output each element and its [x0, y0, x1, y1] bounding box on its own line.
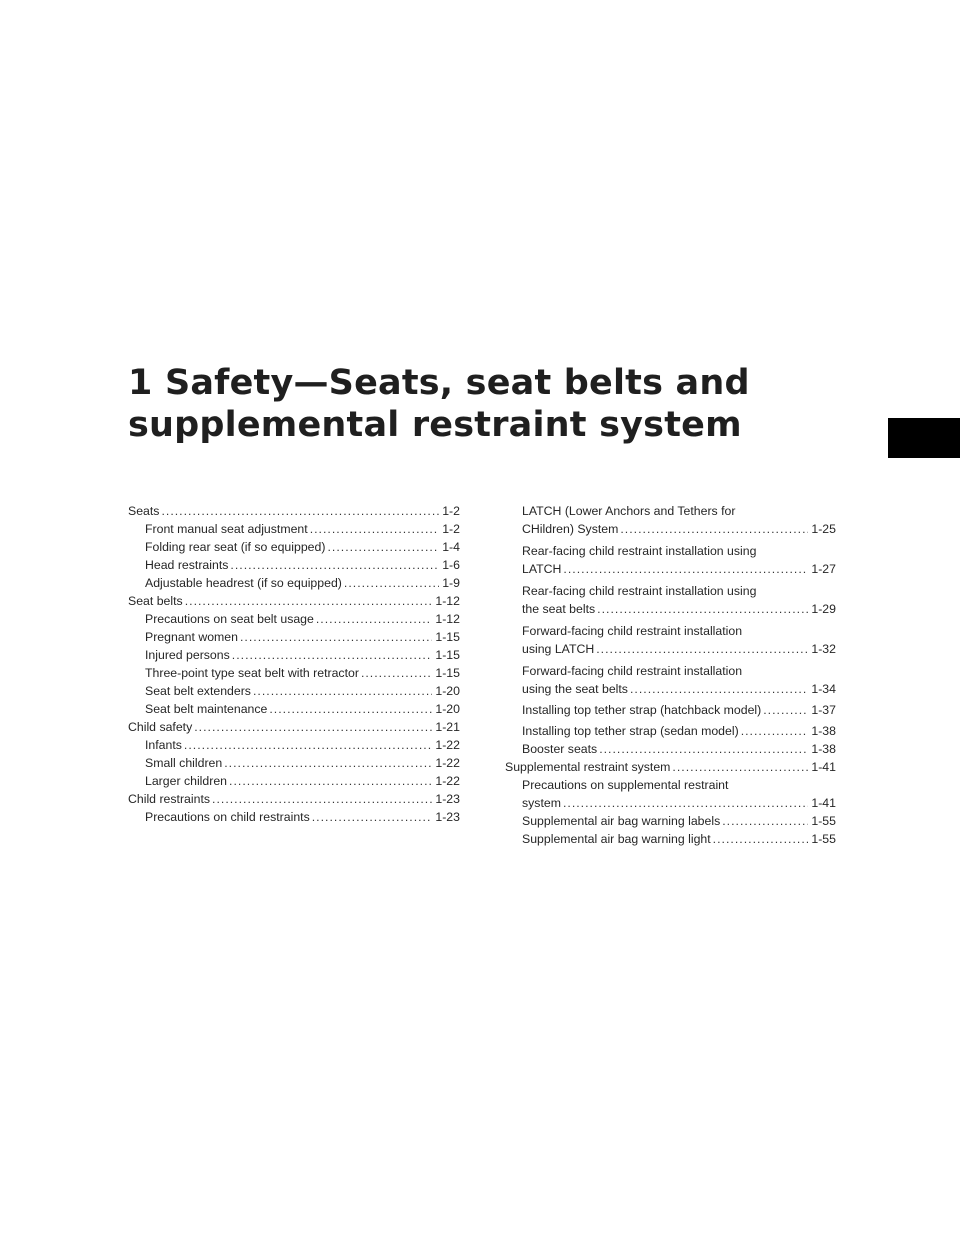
- leader-dots: [229, 772, 432, 790]
- toc-entry-rear-facing-latch[interactable]: [505, 542, 836, 578]
- toc-entry-page: 1-12: [435, 612, 460, 626]
- toc-entry-head-restraints[interactable]: [128, 556, 460, 574]
- leader-dots: [563, 560, 808, 578]
- toc-entry-label: Installing top tether strap (hatchback model): [522, 703, 762, 717]
- toc-entry-label: Small children: [145, 756, 223, 770]
- toc-entry-rear-facing-seat-belts[interactable]: [505, 582, 836, 618]
- toc-entry-forward-facing-latch[interactable]: [505, 622, 836, 658]
- toc-entry-page: 1-34: [811, 682, 836, 696]
- chapter-title-line-2: supplemental restraint system: [128, 405, 742, 445]
- toc-entry-seat-belt-extenders[interactable]: [128, 682, 460, 700]
- toc-entry-page: 1-20: [435, 702, 460, 716]
- toc-entry-larger-children[interactable]: [128, 772, 460, 790]
- toc-entry-page: 1-55: [811, 814, 836, 828]
- toc-entry-label: Precautions on child restraints: [145, 810, 310, 824]
- toc-entry-label: Larger children: [145, 774, 228, 788]
- toc-entry-label: Supplemental air bag warning light: [522, 832, 711, 846]
- leader-dots: [232, 646, 433, 664]
- toc-entry-label: Seat belt maintenance: [145, 702, 268, 716]
- leader-dots: [312, 808, 433, 826]
- toc-entry-page: 1-2: [442, 504, 460, 518]
- toc-entry-page: 1-37: [811, 703, 836, 717]
- leader-dots: [327, 538, 439, 556]
- toc-entry-page: 1-15: [435, 630, 460, 644]
- toc-entry-page: 1-23: [435, 792, 460, 806]
- toc-entry-last-line: [522, 640, 836, 658]
- toc-entry-label-line-1: Forward-facing child restraint installation: [522, 664, 743, 678]
- toc-entry-child-restraints[interactable]: [128, 790, 460, 808]
- leader-dots: [597, 600, 808, 618]
- toc-entry-label-line-1: Precautions on supplemental restraint: [522, 778, 729, 792]
- toc-entry-folding-rear-seat[interactable]: [128, 538, 460, 556]
- chapter-title: [128, 362, 750, 446]
- leader-dots: [741, 722, 809, 740]
- toc-entry-label-line-1: Forward-facing child restraint installation: [522, 624, 743, 638]
- toc-entry-page: 1-32: [811, 642, 836, 656]
- toc-entry-label-line-1: LATCH (Lower Anchors and Tethers for: [522, 504, 736, 518]
- toc-entry-page: 1-15: [435, 648, 460, 662]
- leader-dots: [185, 592, 433, 610]
- toc-entry-supplemental-restraint-system[interactable]: [505, 758, 836, 776]
- toc-entry-page: 1-41: [811, 796, 836, 810]
- toc-entry-label-line-2: using the seat belts: [522, 682, 628, 696]
- toc-entry-air-bag-warning-labels[interactable]: [505, 812, 836, 830]
- leader-dots: [599, 740, 808, 758]
- toc-entry-infants[interactable]: [128, 736, 460, 754]
- toc-entry-injured-persons[interactable]: [128, 646, 460, 664]
- toc-entry-page: 1-6: [442, 558, 460, 572]
- toc-entry-label: Supplemental restraint system: [505, 760, 671, 774]
- toc-entry-label: Supplemental air bag warning labels: [522, 814, 721, 828]
- toc-entry-tether-hatchback[interactable]: [505, 701, 836, 719]
- toc-entry-label-line-2: CHildren) System: [522, 522, 619, 536]
- toc-entry-label: Installing top tether strap (sedan model): [522, 724, 739, 738]
- toc-entry-page: 1-9: [442, 576, 460, 590]
- leader-dots: [763, 701, 808, 719]
- toc-entry-page: 1-41: [811, 760, 836, 774]
- toc-entry-seats[interactable]: [128, 502, 460, 520]
- toc-entry-label: Seat belts: [128, 594, 183, 608]
- chapter-title-line-1: 1 Safety—Seats, seat belts and: [128, 363, 750, 403]
- toc-entry-label: Infants: [145, 738, 182, 752]
- toc-entry-page: 1-2: [442, 522, 460, 536]
- chapter-thumb-tab: [888, 418, 960, 458]
- toc-entry-label-line-2: LATCH: [522, 562, 562, 576]
- toc-entry-precautions-srs[interactable]: [505, 776, 836, 812]
- leader-dots: [344, 574, 439, 592]
- toc-entry-latch-system[interactable]: [505, 502, 836, 538]
- leader-dots: [230, 556, 439, 574]
- leader-dots: [184, 736, 432, 754]
- toc-entry-page: 1-12: [435, 594, 460, 608]
- toc-entry-label-line-2: system: [522, 796, 561, 810]
- toc-entry-page: 1-25: [811, 522, 836, 536]
- leader-dots: [310, 520, 440, 538]
- toc-entry-last-line: [522, 520, 836, 538]
- toc-entry-page: 1-55: [811, 832, 836, 846]
- toc-left-column: [128, 502, 460, 826]
- toc-entry-page: 1-20: [435, 684, 460, 698]
- leader-dots: [630, 680, 808, 698]
- leader-dots: [253, 682, 432, 700]
- toc-entry-precautions-child-restraints[interactable]: [128, 808, 460, 826]
- toc-entry-forward-facing-seat-belts[interactable]: [505, 662, 836, 698]
- toc-entry-small-children[interactable]: [128, 754, 460, 772]
- toc-entry-child-safety[interactable]: [128, 718, 460, 736]
- toc-entry-last-line: [522, 680, 836, 698]
- toc-entry-air-bag-warning-light[interactable]: [505, 830, 836, 848]
- toc-entry-label: Head restraints: [145, 558, 229, 572]
- toc-entry-label: Folding rear seat (if so equipped): [145, 540, 326, 554]
- leader-dots: [620, 520, 808, 538]
- toc-entry-seat-belts[interactable]: [128, 592, 460, 610]
- toc-entry-label: Child safety: [128, 720, 193, 734]
- leader-dots: [596, 640, 808, 658]
- toc-entry-label: Injured persons: [145, 648, 230, 662]
- toc-entry-label-line-2: the seat belts: [522, 602, 596, 616]
- leader-dots: [316, 610, 433, 628]
- toc-entry-label: Adjustable headrest (if so equipped): [145, 576, 342, 590]
- toc-entry-tether-sedan[interactable]: [505, 722, 836, 740]
- toc-entry-page: 1-22: [435, 756, 460, 770]
- toc-entry-seat-belt-maintenance[interactable]: [128, 700, 460, 718]
- toc-entry-label: Booster seats: [522, 742, 598, 756]
- toc-entry-page: 1-38: [811, 724, 836, 738]
- toc-entry-adjustable-headrest[interactable]: [128, 574, 460, 592]
- leader-dots: [269, 700, 432, 718]
- toc-entry-booster-seats[interactable]: [505, 740, 836, 758]
- toc-entry-page: 1-27: [811, 562, 836, 576]
- toc-entry-label: Child restraints: [128, 792, 211, 806]
- toc-entry-label: Seats: [128, 504, 160, 518]
- toc-entry-last-line: [522, 794, 836, 812]
- toc-entry-front-manual-seat-adjustment[interactable]: [128, 520, 460, 538]
- toc-entry-page: 1-15: [435, 666, 460, 680]
- toc-entry-last-line: [522, 560, 836, 578]
- toc-entry-label: Precautions on seat belt usage: [145, 612, 314, 626]
- toc-entry-label-line-1: Rear-facing child restraint installation using: [522, 584, 757, 598]
- toc-entry-page: 1-38: [811, 742, 836, 756]
- toc-entry-three-point-seat-belt[interactable]: [128, 664, 460, 682]
- toc-entry-precautions-seat-belt-usage[interactable]: [128, 610, 460, 628]
- leader-dots: [672, 758, 808, 776]
- toc-entry-page: 1-22: [435, 738, 460, 752]
- leader-dots: [713, 830, 809, 848]
- leader-dots: [212, 790, 432, 808]
- toc-entry-last-line: [522, 600, 836, 618]
- toc-right-column: [505, 502, 836, 848]
- toc-entry-page: 1-23: [435, 810, 460, 824]
- toc-entry-label: Pregnant women: [145, 630, 238, 644]
- leader-dots: [563, 794, 808, 812]
- toc-entry-label: Front manual seat adjustment: [145, 522, 308, 536]
- toc-entry-label: Seat belt extenders: [145, 684, 251, 698]
- toc-entry-page: 1-21: [435, 720, 460, 734]
- toc-entry-label-line-2: using LATCH: [522, 642, 595, 656]
- toc-entry-page: 1-4: [442, 540, 460, 554]
- toc-entry-page: 1-22: [435, 774, 460, 788]
- leader-dots: [161, 502, 439, 520]
- leader-dots: [240, 628, 432, 646]
- toc-entry-pregnant-women[interactable]: [128, 628, 460, 646]
- leader-dots: [224, 754, 432, 772]
- toc-entry-page: 1-29: [811, 602, 836, 616]
- toc-entry-label-line-1: Rear-facing child restraint installation using: [522, 544, 757, 558]
- leader-dots: [722, 812, 808, 830]
- leader-dots: [194, 718, 432, 736]
- toc-entry-label: Three-point type seat belt with retractor: [145, 666, 359, 680]
- leader-dots: [361, 664, 432, 682]
